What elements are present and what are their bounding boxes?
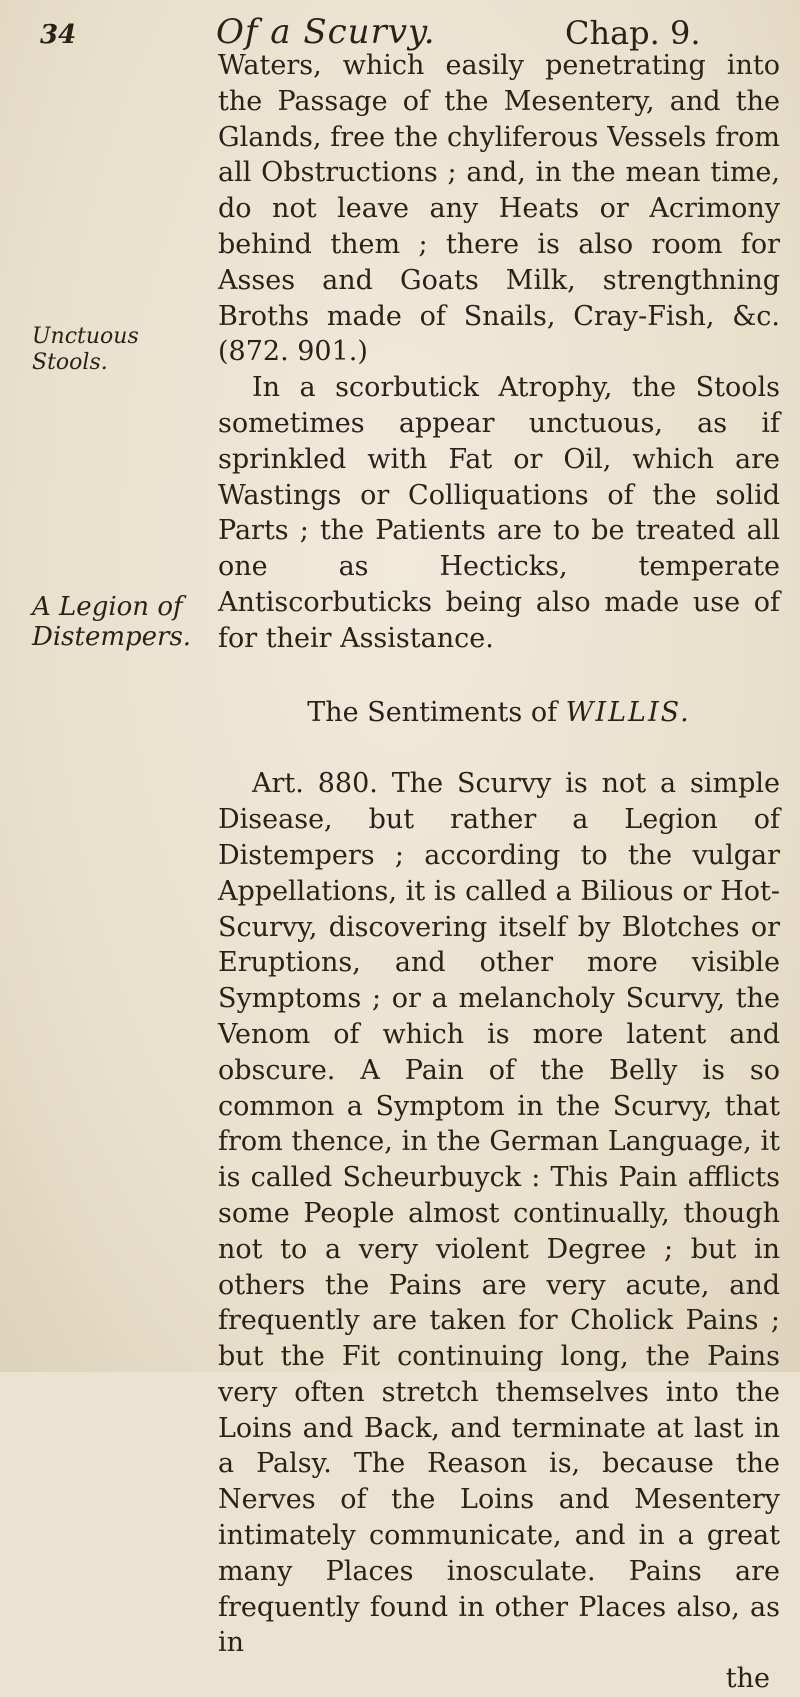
chapter-label: Chap. 9. bbox=[565, 14, 701, 52]
margin-note-line: Unctuous bbox=[32, 324, 139, 349]
page-number: 34 bbox=[40, 20, 77, 50]
paragraph: Waters, which easily penetrating into the Passage of the Mesentery, and the Glands, free the chyliferous Vessels from all Obstructions ; and, in the mean time, do not leave any Heats or Acrimony behind them ; there is also room for Asses and Goats Milk, strengthning Broths made of Snails, Cray-Fish, &c. (872. 901.) bbox=[218, 50, 780, 368]
margin-note-line: A Legion of bbox=[32, 592, 183, 622]
paragraph: In a scorbutick Atrophy, the Stools sometimes appear unctuous, as if sprinkled with Fat or Oil, which are Wastings or Colliquations of the solid Parts ; the Patients are to be treated all one as Hecticks, temperate Antiscorbuticks being also made use of for their Assistance. bbox=[218, 372, 780, 654]
section-heading bbox=[218, 695, 780, 731]
heading-prefix: The Sentiments of bbox=[307, 696, 558, 728]
margin-note-line: Distempers. bbox=[32, 622, 192, 652]
margin-note-legion bbox=[32, 592, 191, 652]
running-title: Of a Scurvy. bbox=[216, 12, 436, 52]
heading-author: WILLIS. bbox=[565, 696, 691, 728]
catchword: the bbox=[725, 1663, 770, 1695]
margin-note-line: Stools. bbox=[32, 350, 108, 375]
paragraph: Art. 880. The Scurvy is not a simple Disease, but rather a Legion of Distempers ; according to the vulgar Appellations, it is called a Bilious or Hot-Scurvy, discovering itself by Blotches or Eruptions, and other more visible Symptoms ; or a melancholy Scurvy, the Venom of which is more latent and obscure. A Pain of the Belly is so common a Symptom in the Scurvy, that from thence, in the German Language, it is called Scheurbuyck : This Pain afflicts some People almost continually, though not to a very violent Degree ; but in others the Pains are very acute, and frequently are taken for Cholick Pains ; but the Fit continuing long, the Pains very often stretch themselves into the Loins and Back, and terminate at last in a Palsy. The Reason is, because the Nerves of the Loins and Mesentery intimately communicate, and in a great many Places inosculate. Pains are frequently found in other Places also, as in bbox=[218, 768, 780, 1659]
main-text bbox=[218, 48, 780, 1697]
margin-note-unctuous-stools bbox=[32, 324, 139, 376]
